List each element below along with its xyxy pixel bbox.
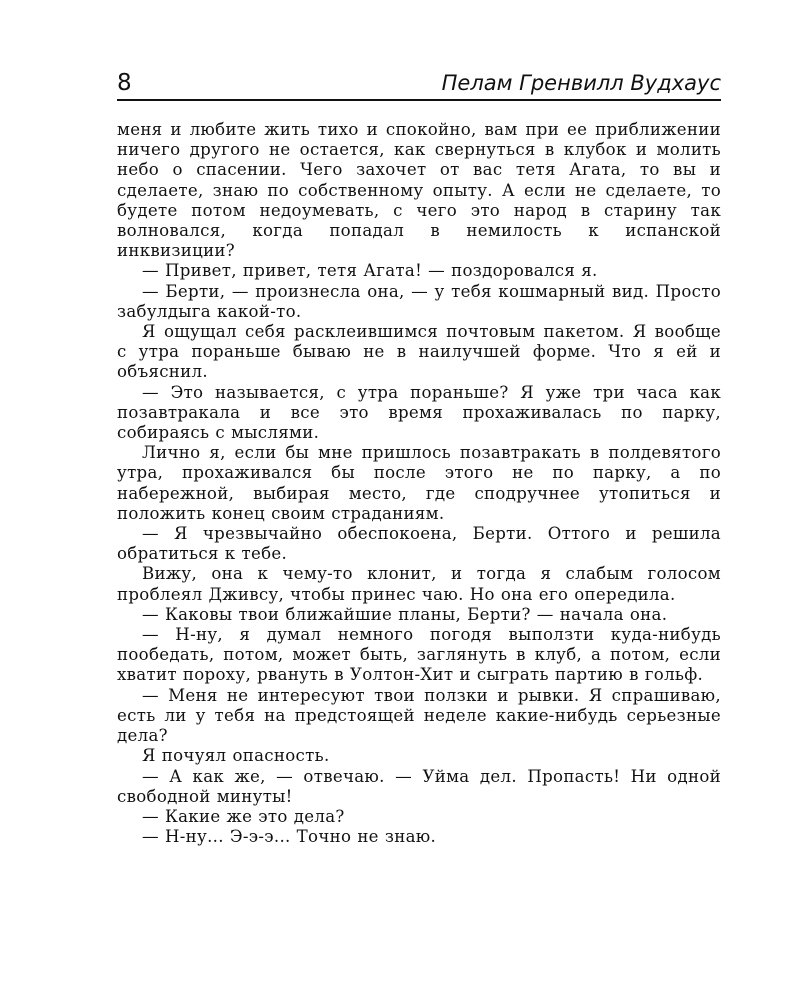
paragraph: — Н-ну... Э-э-э... Точно не знаю.: [142, 827, 437, 847]
paragraph: — Это называется, с утра пораньше? Я уже три часа как позавтракала и все это время прохаживалась по парку, собираясь с мыслями.: [117, 382, 721, 443]
paragraph: Лично я, если бы мне пришлось позавтракать в полдевятого утра, прохаживался бы после этого не по парку, а по набережной, выбирая место, где сподручнее утопиться и положить конец своим страданиям.: [117, 443, 721, 523]
paragraph: — Н-ну, я думал немного погодя выползти куда-нибудь пообедать, потом, может быть, заглянуть в клуб, а потом, если хватит пороху, рвануть в Уолтон-Хит и сыграть партию в гольф.: [117, 625, 721, 685]
paragraph: меня и любите жить тихо и спокойно, вам при ее приближении ничего другого не остается, как свернуться в клубок и молить небо о спасении. Чего захочет от вас тетя Агата, то вы и сделаете, знаю по собственному опыту. А если не сделаете, то будете потом недоумевать, с чего это народ в старину так волновался, когда попадал в немилость к испанской инквизиции?: [117, 120, 721, 261]
paragraph: — Привет, привет, тетя Агата! — поздоровался я.: [142, 261, 598, 281]
paragraph: Я ощущал себя расклеившимся почтовым пакетом. Я вообще с утра пораньше бываю не в наилучшей форме. Что я ей и объяснил.: [117, 322, 721, 382]
paragraph: — Каковы твои ближайшие планы, Берти? — начала она.: [142, 604, 668, 624]
paragraph: Я почуял опасность.: [142, 746, 330, 766]
paragraph: — Берти, — произнесла она, — у тебя кошмарный вид. Просто забулдыга какой-то.: [117, 281, 721, 321]
header-rule: [117, 99, 721, 101]
paragraph: — А как же, — отвечаю. — Уйма дел. Пропасть! Ни одной свободной минуты!: [117, 766, 721, 806]
paragraph: — Какие же это дела?: [142, 806, 345, 826]
page-header: [117, 68, 721, 102]
body-text: [117, 120, 721, 847]
paragraph: — Я чрезвычайно обеспокоена, Берти. Оттого и решила обратиться к тебе.: [117, 524, 721, 564]
running-head-author: Пелам Гренвилл Вудхаус: [441, 71, 721, 95]
paragraph: — Меня не интересуют твои ползки и рывки. Я спрашиваю, есть ли у тебя на предстоящей неделе какие-нибудь серьезные дела?: [117, 685, 721, 746]
page-number: 8: [117, 70, 132, 96]
paragraph: Вижу, она к чему-то клонит, и тогда я слабым голосом проблеял Дживсу, чтобы принес чаю. Но она его опередила.: [117, 564, 721, 604]
